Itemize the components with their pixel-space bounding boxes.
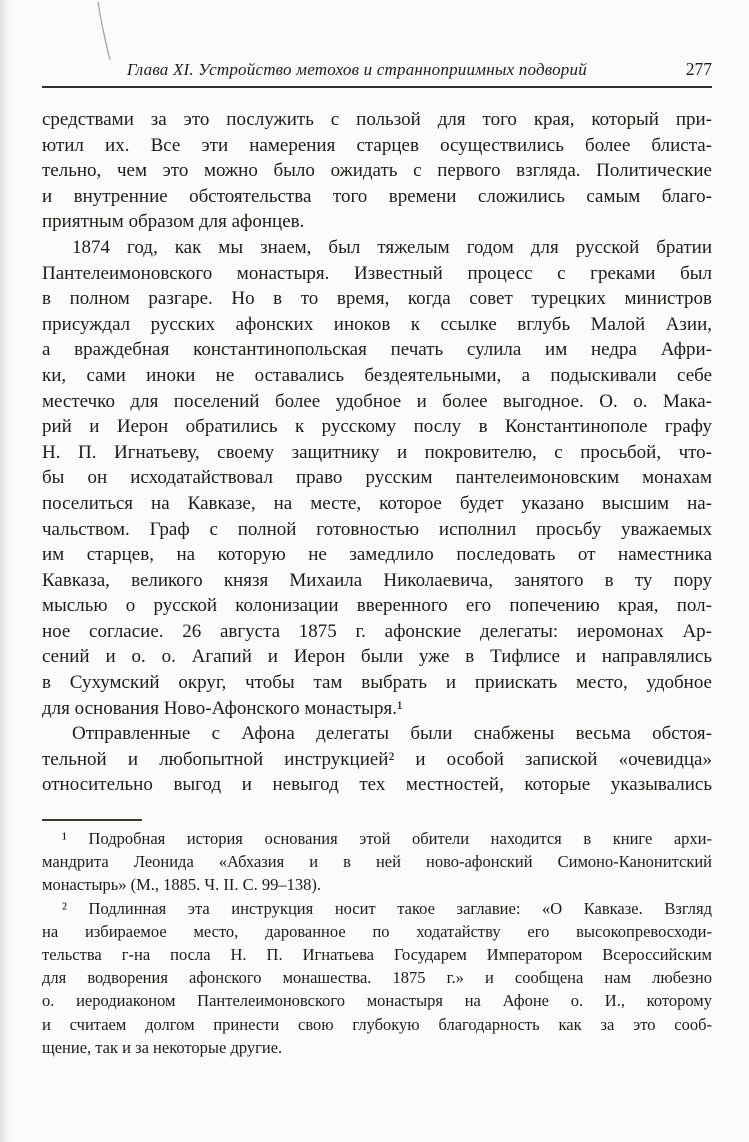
page-edge-shadow (0, 0, 14, 1142)
text-line: присуждал русских афонских иноков к ссылке вглубь Малой Азии, (42, 313, 712, 335)
text-line: чальством. Граф с полной готовностью исполнил просьбу уважаемых (42, 518, 712, 540)
body-text (42, 107, 712, 798)
text-line: тельства г-на посла Н. П. Игнатьева Государем Императором Всероссийским (42, 945, 712, 965)
page-header (42, 58, 712, 81)
text-line: Пантелеимоновского монастыря. Известный процесс с греками был (42, 262, 712, 284)
header-rule (42, 86, 712, 88)
text-line: на избираемое место, дарованное по ходатайству его высокопревосходи- (42, 921, 712, 941)
text-line: ¹ Подробная история основания этой обители находится в книге архи- (62, 829, 712, 849)
text-line: в полном разгаре. Но в то время, когда совет турецких министров (42, 288, 712, 310)
paragraph (42, 235, 712, 721)
page-number: 277 (685, 59, 712, 79)
text-line: монастырь» (М., 1885. Ч. II. С. 99–138). (42, 875, 321, 895)
text-line: средствами за это послужить с пользой для того края, который при- (42, 109, 712, 130)
text-line: бы он исходатайствовал право русским пантелеимоновским монахам (42, 467, 712, 489)
text-line: Н. П. Игнатьеву, своему защитнику и покровителю, с просьбой, что- (42, 441, 712, 463)
text-line: Кавказа, великого князя Михаила Николаевича, занятого в ту пору (42, 569, 712, 591)
footnote-separator (42, 819, 142, 821)
text-line: поселиться на Кавказе, на месте, которое будет указано высшим на- (42, 492, 712, 514)
text-line: ² Подлинная эта инструкция носит такое заглавие: «О Кавказе. Взгляд (62, 898, 712, 918)
text-line: о. иеродиаконом Пантелеимоновского монастыря на Афоне о. И., которому (42, 991, 712, 1011)
text-line: 1874 год, как мы знаем, был тяжелым годом для русской братии (72, 236, 712, 258)
text-line: тельно, чем это можно было ожидать с первого взгляда. Политические (42, 160, 712, 182)
text-line: ютил их. Все эти намерения старцев осуществились более блиста- (42, 134, 712, 156)
text-line: мыслью о русской колонизации вверенного его попечению края, пол- (42, 595, 712, 617)
text-line: ное согласие. 26 августа 1875 г. афонские делегаты: иеромонах Ар- (42, 620, 712, 642)
paragraph (42, 107, 712, 235)
text-line: и внутренние обстоятельства того времени сложились самым благо- (42, 185, 712, 207)
footnotes (42, 827, 712, 1059)
text-line: местечко для поселений более удобное и более выгодное. О. о. Мака- (42, 390, 712, 412)
text-line: для основания Ново-Афонского монастыря.¹ (42, 697, 403, 719)
text-line: сений и о. о. Агапий и Иерон были уже в Тифлисе и направлялись (42, 646, 712, 668)
text-line: для водворения афонского монашества. 1875 г.» и сообщена нам любезно (42, 968, 712, 988)
text-line: относительно выгод и невыгод тех местностей, которые указывались (42, 774, 712, 796)
footnote (42, 897, 712, 1059)
text-line: ки, сами иноки не оставались бездеятельными, а подыскивали себе (42, 364, 712, 386)
text-line: им старцев, на которую не замедлило последовать от наместника (42, 544, 712, 566)
text-line: тельной и любопытной инструкцией² и особой запиской «очевидца» (42, 748, 712, 770)
chapter-title: Глава XI. Устройство метохов и странноприимных подворий (126, 60, 587, 79)
text-line: и считаем долгом принести свою глубокую благодарность как за это сооб- (42, 1014, 712, 1034)
text-line: мандрита Леонида «Абхазия и в ней ново-афонский Симоно-Канонитский (42, 852, 712, 872)
text-line: а враждебная константинопольская печать сулила им недра Афри- (42, 339, 712, 361)
footnote (42, 827, 712, 897)
paragraph (42, 721, 712, 798)
text-line: щение, так и за некоторые другие. (42, 1037, 283, 1057)
text-line: в Сухумский округ, чтобы там выбрать и приискать место, удобное (42, 672, 712, 694)
text-line: приятным образом для афонцев. (42, 211, 305, 233)
text-line: рий и Иерон обратились к русскому послу в Константинополе графу (42, 416, 712, 438)
text-line: Отправленные с Афона делегаты были снабжены весьма обстоя- (72, 723, 712, 745)
